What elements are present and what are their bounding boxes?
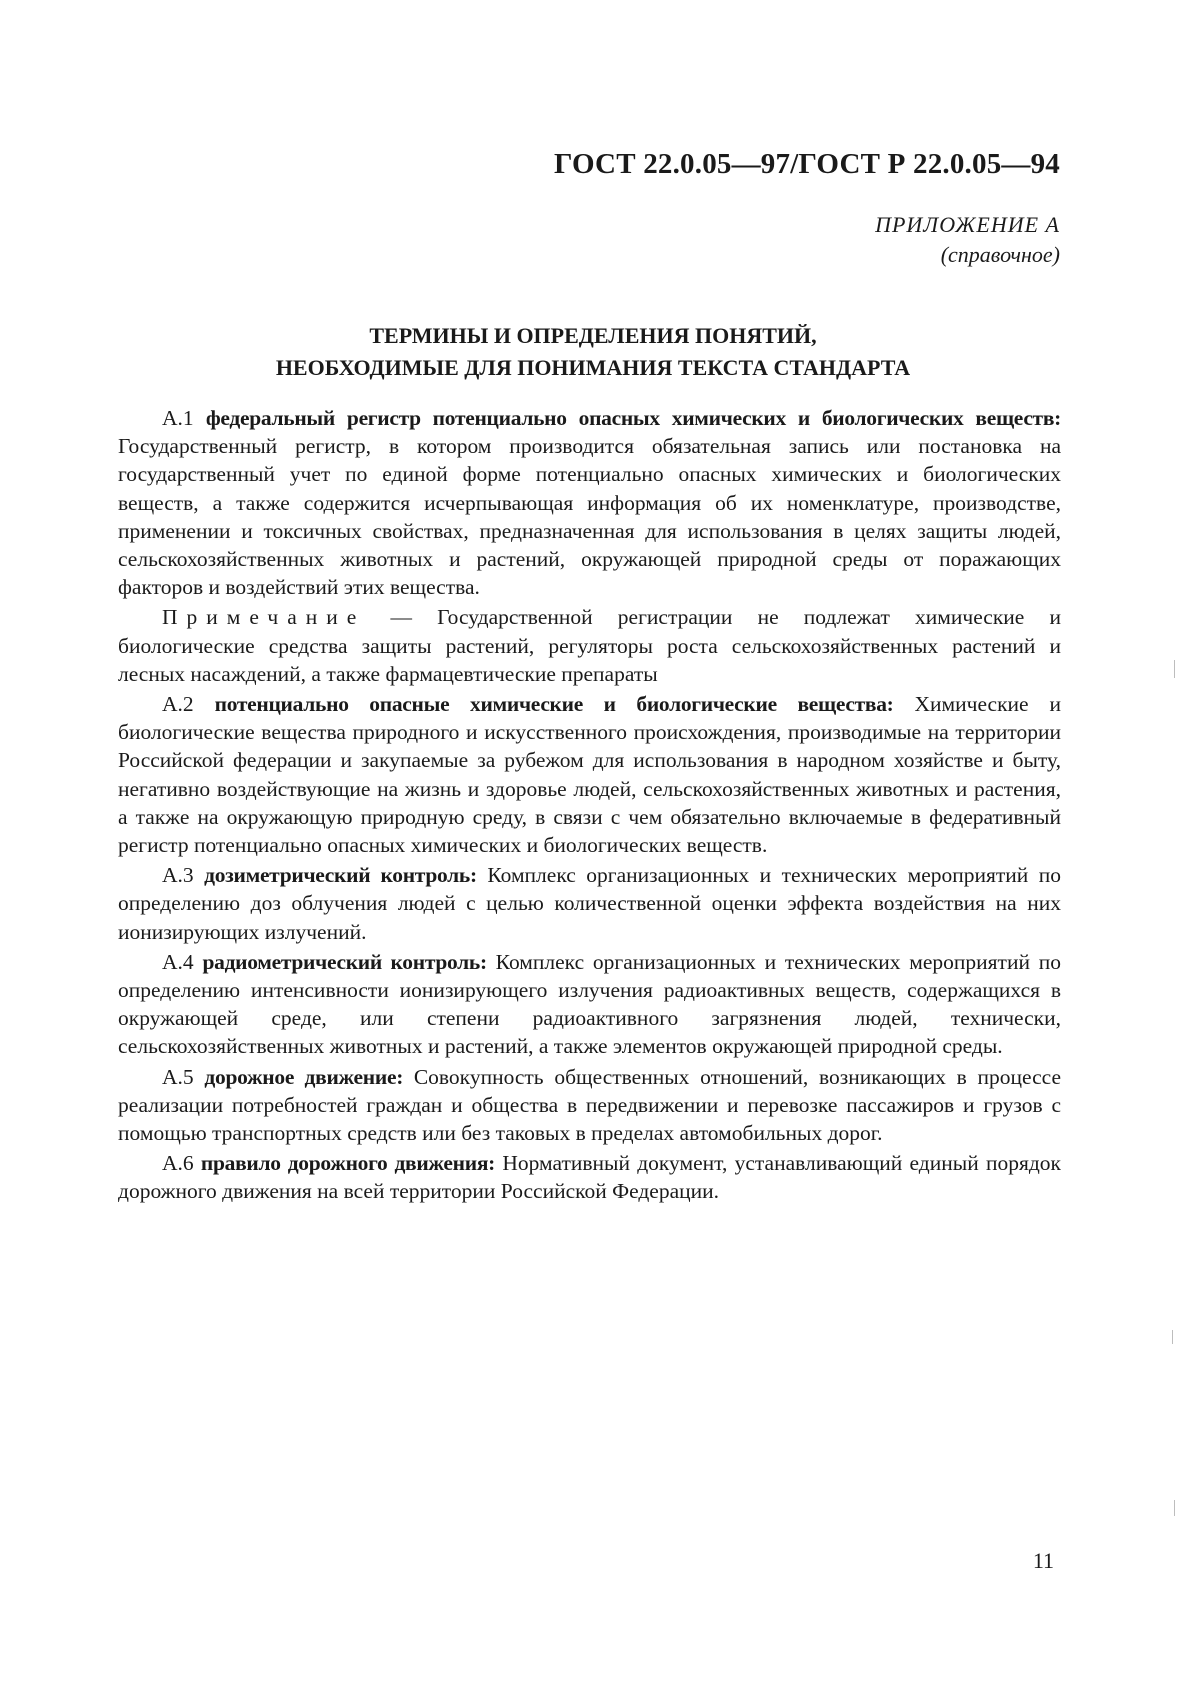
definition-text: Комплекс организационных и технических мероприятий по определению доз облучения людей с целью количественной оценки эффекта воздействия на них ионизирующих излучений. bbox=[118, 863, 1062, 944]
definition-text: Государственный регистр, в котором производится обязательная запись или постановка на государственный учет по единой форме потенциально опасных химических и биологических веществ, а также содержится исчерпывающая информация об их номенклатуре, производстве, применении и токсичных свойствах, предназначенная для использования в целях защиты людей, сельскохозяйственных животных и растений, окружающей природной среды от поражающих факторов и воздействий этих вещества. bbox=[118, 434, 1061, 600]
appendix-subtitle: (справочное) bbox=[940, 242, 1060, 267]
definition-number: А.3 bbox=[162, 863, 194, 888]
scan-edge-mark bbox=[1172, 1330, 1173, 1344]
section-title-line-2: НЕОБХОДИМЫЕ ДЛЯ ПОНИМАНИЯ ТЕКСТА СТАНДАРТА bbox=[275, 355, 911, 380]
definitions-body bbox=[118, 404, 1061, 1208]
definition-number: А.4 bbox=[162, 949, 194, 974]
definition-a6 bbox=[118, 1149, 1061, 1205]
definition-term: федеральный регистр потенциально опасных химических и биологических веществ: bbox=[205, 406, 1061, 430]
standard-code-header: ГОСТ 22.0.05—97/ГОСТ Р 22.0.05—94 bbox=[554, 148, 1060, 180]
definition-number: А.6 bbox=[162, 1151, 194, 1176]
note-paragraph bbox=[118, 603, 1061, 688]
definition-term: потенциально опасные химические и биологические вещества: bbox=[214, 692, 894, 717]
definition-term: дорожное движение: bbox=[204, 1064, 404, 1089]
definition-term: дозиметрический контроль: bbox=[204, 863, 477, 888]
scan-edge-mark bbox=[1174, 660, 1175, 678]
section-title-line-1: ТЕРМИНЫ И ОПРЕДЕЛЕНИЯ ПОНЯТИЙ, bbox=[369, 323, 817, 348]
appendix-title: ПРИЛОЖЕНИЕ А bbox=[875, 212, 1060, 237]
definition-term: правило дорожного движения: bbox=[200, 1151, 496, 1176]
section-title bbox=[120, 320, 1066, 384]
scan-edge-mark bbox=[1174, 1500, 1175, 1516]
note-text: — Государственной регистрации не подлежат химические и биологические средства защиты растений, регуляторы роста сельскохозяйственных растений и лесных насаждений, а также фармацевтические препараты bbox=[118, 605, 1061, 686]
definition-text: Совокупность общественных отношений, возникающих в процессе реализации потребностей граждан и общества в передвижении и перевозке пассажиров и грузов с помощью транспортных средств или без таковых в пределах автомобильных дорог. bbox=[118, 1064, 1061, 1146]
definition-text: Химические и биологические вещества природного и искусственного происхождения, производимые на территории Российской федерации и закупаемые за рубежом для использования в народном хозяйстве и быту, негативно воздействующие на жизнь и здоровье людей, сельскохозяйственных животных и растения, а также на окружающую природную среду, в связи с чем обязательно включаемые в федеративный регистр потенциально опасных химических и биологических веществ. bbox=[118, 692, 1062, 858]
definition-term: радиометрический контроль: bbox=[202, 949, 487, 974]
definition-a5 bbox=[118, 1063, 1061, 1148]
definition-number: А.2 bbox=[162, 692, 194, 717]
definition-a2 bbox=[118, 690, 1061, 859]
definition-number: А.1 bbox=[162, 406, 194, 430]
definition-a1 bbox=[118, 404, 1061, 601]
definition-text: Комплекс организационных и технических мероприятий по определению интенсивности ионизирующего излучения радиоактивных веществ, содержащихся в окружающей среде, или степени радиоактивного загрязнения людей, технически, сельскохозяйственных животных и растений, а также элементов окружающей природной среды. bbox=[118, 949, 1062, 1059]
appendix-label bbox=[875, 210, 1060, 270]
definition-a4 bbox=[118, 948, 1061, 1061]
definition-a3 bbox=[118, 861, 1061, 946]
definition-number: А.5 bbox=[162, 1064, 194, 1089]
definition-text: Нормативный документ, устанавливающий единый порядок дорожного движения на всей территории Российской Федерации. bbox=[118, 1151, 1061, 1204]
note-label: Примечание bbox=[162, 605, 366, 630]
page-number: 11 bbox=[1032, 1548, 1054, 1573]
